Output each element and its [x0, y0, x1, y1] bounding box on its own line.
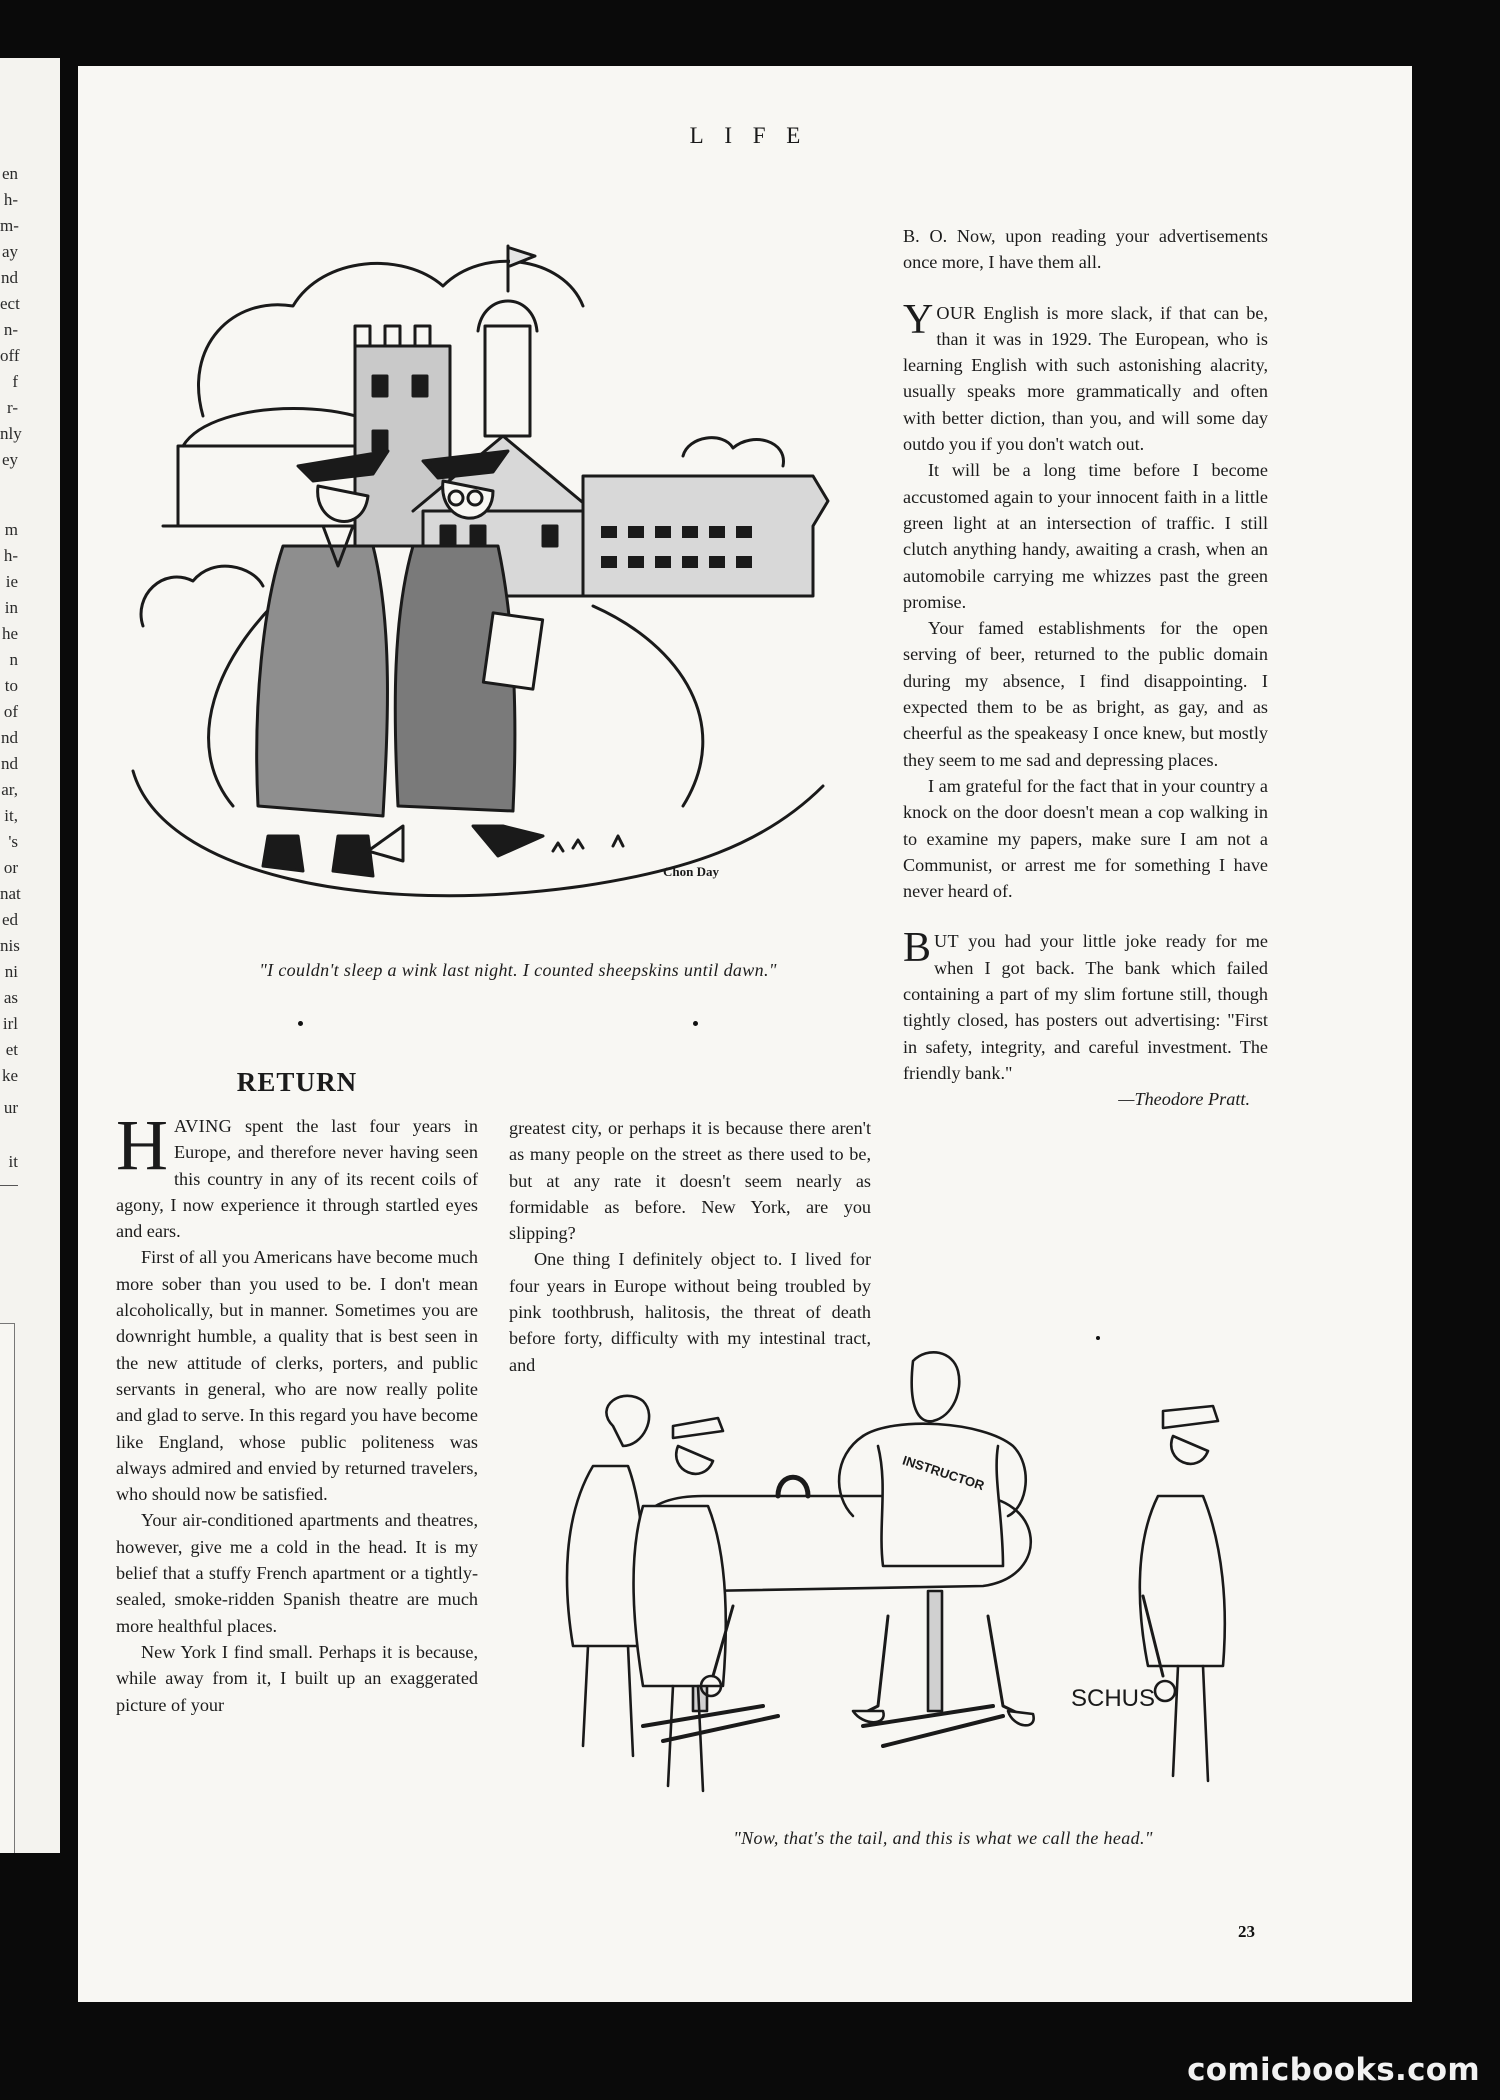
adjacent-text-fragment: et [5, 1040, 18, 1059]
adjacent-text-fragment: h- [3, 190, 18, 209]
cartoon-signature: Chon Day [663, 864, 719, 879]
adjacent-text-fragment: ect [0, 294, 20, 313]
paragraph: Your air-conditioned apartments and theatres, however, give me a cold in the head. It is my belief that a stuffy French apartment or a tightly-sealed, smoke-ridden Spanish theatre are much more healthful places. [116, 1510, 478, 1636]
adjacent-text-fragment: to [4, 676, 18, 695]
article-headline: RETURN [236, 1067, 358, 1097]
paragraph-text: English is more slack, if that can be, than it was in 1929. The European, who is learning English with such astonishing alacrity, usually speaks more grammatically and often with better diction, than you, and will some day outdo you if you don't watch out. [903, 302, 1269, 455]
adjacent-text-fragment: or [3, 858, 18, 877]
adjacent-text-fragment: it, [4, 806, 18, 825]
running-head: LIFE [689, 123, 822, 148]
adjacent-page-edge [0, 58, 60, 1853]
shirt-label: INSTRUCTOR [900, 1452, 987, 1494]
cartoon-caption: "Now, that's the tail, and this is what we call the head." [733, 1828, 1153, 1848]
cartoon-caption: "I couldn't sleep a wink last night. I counted sheepskins until dawn." [259, 960, 777, 980]
adjacent-text-fragment: ed [1, 910, 18, 929]
separator-dot [1096, 1336, 1100, 1340]
article-column-3 [903, 223, 1268, 1113]
adjacent-text-fragment: off [0, 346, 20, 365]
adjacent-text-fragment: n [9, 650, 18, 669]
adjacent-text-fragment: as [3, 988, 18, 1007]
separator-dot [298, 1021, 303, 1026]
paragraph [903, 296, 1269, 458]
adjacent-text-fragment: irl [2, 1014, 18, 1033]
article-column-2 [509, 1115, 871, 1378]
paragraph [116, 1105, 479, 1244]
author-signature: —Theodore Pratt. [1118, 1089, 1250, 1110]
adjacent-text-fragment: ke [1, 1066, 18, 1085]
page-number: 23 [1238, 1922, 1255, 1941]
paragraph-text: you had your little joke ready for me when I got back. The bank which failed containing a part of my slim fortune still, though tightly closed, has posters out advertising: "First in safety, integrity, and careful investment. The friendly bank." [903, 931, 1268, 1083]
paragraph: New York I find small. Perhaps it is because, while away from it, I built up an exaggerated picture of your [116, 1641, 478, 1715]
cartoon-signature: SCHUS [1071, 1685, 1156, 1712]
paragraph-text: spent the last four years in Europe, and therefore never having seen this country in any of its recent coils of agony, I now experience it through startled eyes and ears. [116, 1116, 479, 1242]
adjacent-text-fragment: ay [1, 242, 18, 261]
adjacent-text-fragment: in [4, 598, 18, 617]
divider [0, 1185, 18, 1186]
adjacent-text-fragment: nd [1, 728, 18, 747]
paragraph: B. O. Now, upon reading your advertisements once more, I have them all. [903, 226, 1268, 273]
adjacent-text-fragment: ar, [1, 780, 18, 799]
lead-caps: AVING [174, 1116, 233, 1136]
adjacent-text-fragment: f [12, 372, 18, 391]
adjacent-text-fragment: ie [5, 572, 18, 591]
adjacent-text-fragment: n- [3, 320, 18, 339]
adjacent-text-fragment: nd [1, 754, 18, 773]
adjacent-text-fragment: h- [3, 546, 18, 565]
magazine-page [78, 66, 1412, 2002]
lead-caps: UT [934, 931, 959, 952]
adjacent-page-box [0, 1323, 15, 1853]
adjacent-text-fragment: en [1, 164, 18, 183]
adjacent-text-fragment: nd [1, 268, 18, 287]
adjacent-text-fragment: r- [7, 398, 18, 417]
adjacent-text-fragment: nis [0, 936, 20, 955]
adjacent-text-fragment: 's [8, 832, 18, 851]
separator-dot [693, 1021, 698, 1026]
adjacent-text-fragment: of [3, 702, 18, 721]
paragraph: I am grateful for the fact that in your country a knock on the door doesn't mean a cop walking in to examine my papers, make sure I am not a Communist, or arrest me for something I have never heard of. [903, 775, 1268, 902]
adjacent-text-fragment: ur [3, 1098, 18, 1117]
paragraph: greatest city, or perhaps it is because there aren't as many people on the street as there used to be, but at any rate it doesn't seem nearly as formidable as before. New York, are you slipping? [509, 1118, 871, 1244]
drop-cap: B [903, 925, 932, 972]
paragraph: One thing I definitely object to. I lived for four years in Europe without being troubled by pink toothbrush, halitosis, the threat of death before forty, difficulty with my intestinal tract, and [509, 1249, 871, 1375]
drop-cap: H [116, 1105, 168, 1185]
site-watermark: comicbooks.com [1187, 2052, 1480, 2088]
drop-cap: Y [903, 296, 934, 343]
adjacent-text-fragment: it [8, 1152, 18, 1171]
adjacent-text-fragment: m- [0, 216, 19, 235]
paragraph [903, 925, 1268, 1086]
adjacent-text-fragment: m [4, 520, 18, 539]
adjacent-text-fragment: nly [0, 424, 22, 443]
lead-caps: OUR [936, 302, 976, 323]
paragraph: It will be a long time before I become accustomed again to your innocent faith in a little green light at an intersection of traffic. I still clutch anything handy, awaiting a crash, when an automobile carrying me whizzes past the green promise. [903, 460, 1268, 612]
paragraph: Your famed establishments for the open serving of beer, returned to the public domain during my absence, I find disappointing. I expected them to be as bright, as gay, and as cheerful as the speakeasy I once knew, but mostly they seem to me sad and depressing places. [903, 618, 1268, 770]
adjacent-text-fragment: ey [1, 450, 18, 469]
paragraph: First of all you Americans have become much more sober than you used to be. I don't mean alcoholically, but in manner. Sometimes you are downright humble, a quality that is best seen in the new attitude of clerks, porters, and public servants in general, who are now really polite and glad to serve. In this regard you have become like England, whose public politeness was always admired and envied by returned travelers, who should now be satisfied. [116, 1247, 478, 1505]
article-column-1 [116, 1067, 478, 1718]
graduates-cartoon [123, 226, 913, 981]
adjacent-text-fragment: he [1, 624, 18, 643]
adjacent-text-fragment: ni [4, 962, 18, 981]
adjacent-text-fragment: nat [0, 884, 21, 903]
